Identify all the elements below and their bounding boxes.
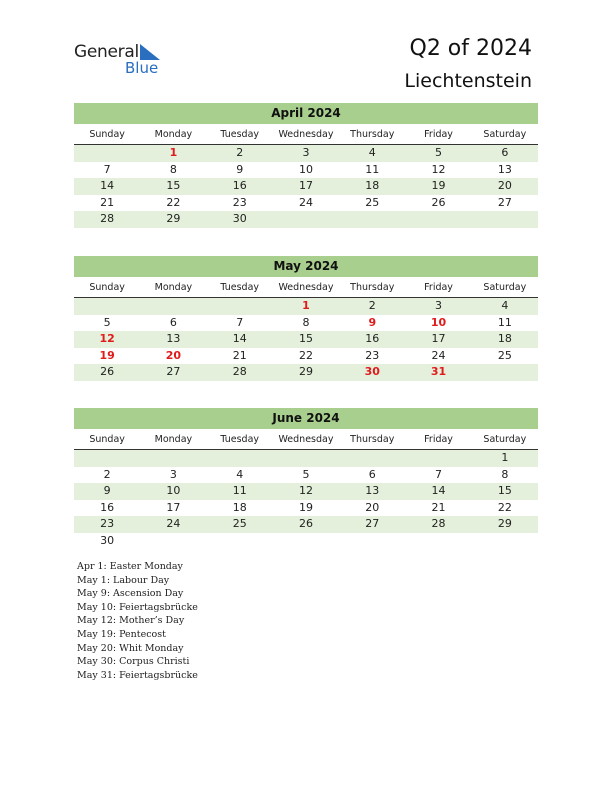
empty-day-cell (140, 298, 206, 315)
day-cell: 8 (169, 162, 177, 176)
holiday-note: May 10: Feiertagsbrücke (77, 601, 198, 613)
day-cell: 9 (103, 484, 111, 497)
day-cell: 14 (431, 484, 446, 497)
day-cell: 7 (435, 467, 443, 481)
empty-day-cell (273, 211, 339, 228)
weekday-label: Thursday (350, 434, 395, 445)
weekday-label: Tuesday (220, 282, 260, 293)
week-row (74, 467, 538, 484)
day-cell: 17 (166, 500, 181, 514)
month-title: May 2024 (74, 256, 538, 277)
day-cell: 21 (431, 500, 446, 514)
holiday-note: May 31: Feiertagsbrücke (77, 669, 198, 681)
week-row (74, 211, 538, 228)
day-cell: 30 (364, 365, 380, 378)
day-cell: 9 (368, 315, 377, 329)
generalblue-logo (74, 42, 174, 78)
day-cell: 23 (100, 517, 115, 530)
week-row (74, 298, 538, 315)
day-cell: 21 (232, 348, 247, 362)
day-cell: 1 (501, 451, 509, 464)
day-cell: 11 (365, 162, 380, 176)
day-cell: 26 (298, 517, 313, 530)
weekday-label: Wednesday (278, 434, 334, 445)
day-cell: 10 (430, 315, 447, 329)
empty-day-cell (472, 364, 538, 381)
weekday-header-row (74, 126, 538, 145)
day-cell: 22 (166, 195, 181, 209)
week-row (74, 483, 538, 500)
day-cell: 17 (298, 179, 313, 192)
day-cell: 11 (497, 315, 512, 329)
empty-day-cell (74, 298, 140, 315)
day-cell: 4 (236, 467, 244, 481)
day-cell: 23 (365, 348, 380, 362)
weekday-label: Saturday (483, 129, 527, 140)
day-cell: 27 (365, 517, 380, 530)
day-cell: 16 (365, 332, 380, 345)
day-cell: 8 (302, 315, 310, 329)
week-row (74, 195, 538, 212)
day-cell: 3 (169, 467, 177, 481)
day-cell: 20 (365, 500, 380, 514)
day-cell: 13 (365, 484, 380, 497)
day-cell: 12 (99, 332, 115, 345)
day-cell: 4 (368, 146, 376, 159)
day-cell: 18 (232, 500, 247, 514)
week-row (74, 162, 538, 179)
weekday-header-row (74, 279, 538, 298)
logo-text-blue: Blue (125, 59, 159, 77)
weekday-label: Sunday (89, 282, 125, 293)
day-cell: 25 (365, 195, 380, 209)
week-row (74, 364, 538, 381)
weekday-label: Friday (424, 434, 453, 445)
day-cell: 31 (430, 365, 447, 378)
day-cell: 15 (166, 179, 181, 192)
week-row (74, 315, 538, 332)
week-row (74, 145, 538, 162)
empty-day-cell (207, 298, 273, 315)
day-cell: 10 (166, 484, 181, 497)
weekday-label: Thursday (350, 282, 395, 293)
empty-day-cell (273, 533, 339, 550)
weekday-label: Saturday (483, 282, 527, 293)
week-row (74, 178, 538, 195)
day-cell: 25 (497, 348, 512, 362)
weekday-label: Sunday (89, 129, 125, 140)
empty-day-cell (405, 533, 471, 550)
day-cell: 15 (497, 484, 512, 497)
empty-day-cell (140, 533, 206, 550)
day-cell: 24 (298, 195, 313, 209)
day-cell: 22 (298, 348, 313, 362)
weekday-label: Friday (424, 129, 453, 140)
day-cell: 27 (166, 365, 181, 378)
day-cell: 14 (232, 332, 247, 345)
week-row (74, 533, 538, 550)
day-cell: 14 (100, 179, 115, 192)
holiday-note: May 19: Pentecost (77, 628, 166, 640)
empty-day-cell (339, 533, 405, 550)
weekday-label: Thursday (350, 129, 395, 140)
holiday-note: Apr 1: Easter Monday (77, 561, 183, 572)
day-cell: 5 (302, 467, 310, 481)
day-cell: 30 (100, 533, 115, 547)
weekday-label: Wednesday (278, 129, 334, 140)
day-cell: 15 (298, 332, 313, 345)
holiday-note: May 1: Labour Day (77, 574, 170, 586)
day-cell: 27 (497, 195, 512, 209)
day-cell: 22 (497, 500, 512, 514)
day-cell: 10 (298, 162, 313, 176)
day-cell: 2 (236, 146, 244, 159)
week-row (74, 331, 538, 348)
day-cell: 3 (302, 146, 310, 159)
day-cell: 12 (298, 484, 313, 497)
day-cell: 26 (100, 365, 115, 378)
day-cell: 2 (368, 299, 376, 312)
day-cell: 19 (99, 348, 115, 362)
day-cell: 8 (501, 467, 509, 481)
weekday-label: Friday (424, 282, 453, 293)
day-cell: 20 (165, 348, 182, 362)
empty-day-cell (74, 145, 140, 162)
day-cell: 29 (298, 365, 313, 378)
weekday-label: Wednesday (278, 282, 334, 293)
day-cell: 3 (435, 299, 443, 312)
day-cell: 9 (236, 162, 244, 176)
empty-day-cell (74, 450, 140, 467)
weekday-label: Monday (154, 434, 193, 445)
month-title: April 2024 (74, 103, 538, 124)
weekday-label: Monday (154, 282, 193, 293)
day-cell: 13 (166, 332, 181, 345)
empty-day-cell (207, 533, 273, 550)
logo-text-general: General (74, 42, 139, 62)
day-cell: 19 (431, 179, 446, 192)
day-cell: 23 (232, 195, 247, 209)
holiday-note: May 20: Whit Monday (77, 642, 184, 654)
day-cell: 5 (103, 315, 111, 329)
day-cell: 12 (431, 162, 446, 176)
day-cell: 21 (100, 195, 115, 209)
empty-day-cell (273, 450, 339, 467)
weekday-label: Tuesday (220, 129, 260, 140)
weekday-label: Saturday (483, 434, 527, 445)
day-cell: 1 (169, 146, 178, 159)
day-cell: 19 (298, 500, 313, 514)
day-cell: 26 (431, 195, 446, 209)
holiday-note: May 9: Ascension Day (77, 588, 184, 600)
day-cell: 28 (232, 365, 247, 378)
empty-day-cell (472, 211, 538, 228)
day-cell: 29 (166, 212, 181, 225)
day-cell: 28 (100, 212, 115, 225)
holiday-list (77, 560, 198, 682)
empty-day-cell (405, 450, 471, 467)
day-cell: 13 (497, 162, 512, 176)
day-cell: 11 (232, 484, 247, 497)
day-cell: 5 (435, 146, 443, 159)
weekday-label: Monday (154, 129, 193, 140)
day-cell: 7 (236, 315, 244, 329)
month-title: June 2024 (74, 408, 538, 429)
empty-day-cell (339, 450, 405, 467)
day-cell: 25 (232, 517, 247, 530)
day-cell: 24 (431, 348, 446, 362)
day-cell: 16 (100, 500, 115, 514)
empty-day-cell (472, 533, 538, 550)
month-may (74, 256, 538, 381)
month-april (74, 103, 538, 228)
day-cell: 1 (302, 299, 310, 312)
day-cell: 6 (501, 146, 509, 159)
day-cell: 20 (497, 179, 512, 192)
weekday-label: Tuesday (220, 434, 260, 445)
day-cell: 24 (166, 517, 181, 530)
holiday-note: May 30: Corpus Christi (77, 656, 190, 668)
day-cell: 17 (431, 332, 446, 345)
day-cell: 4 (501, 299, 509, 312)
day-cell: 16 (232, 179, 247, 192)
day-cell: 2 (103, 467, 111, 481)
weekday-label: Sunday (89, 434, 125, 445)
day-cell: 18 (365, 179, 380, 192)
day-cell: 6 (368, 467, 376, 481)
day-cell: 29 (497, 517, 512, 530)
week-row (74, 450, 538, 467)
empty-day-cell (405, 211, 471, 228)
holiday-note: May 12: Mother’s Day (77, 615, 185, 627)
month-june (74, 408, 538, 549)
day-cell: 30 (232, 212, 247, 225)
week-row (74, 516, 538, 533)
empty-day-cell (339, 211, 405, 228)
day-cell: 28 (431, 517, 446, 530)
page-title: Q2 of 2024 (409, 36, 532, 61)
week-row (74, 500, 538, 517)
week-row (74, 348, 538, 365)
empty-day-cell (140, 450, 206, 467)
day-cell: 6 (169, 315, 177, 329)
day-cell: 18 (497, 332, 512, 345)
country-name: Liechtenstein (404, 70, 532, 92)
weekday-header-row (74, 431, 538, 450)
empty-day-cell (207, 450, 273, 467)
day-cell: 7 (103, 162, 111, 176)
